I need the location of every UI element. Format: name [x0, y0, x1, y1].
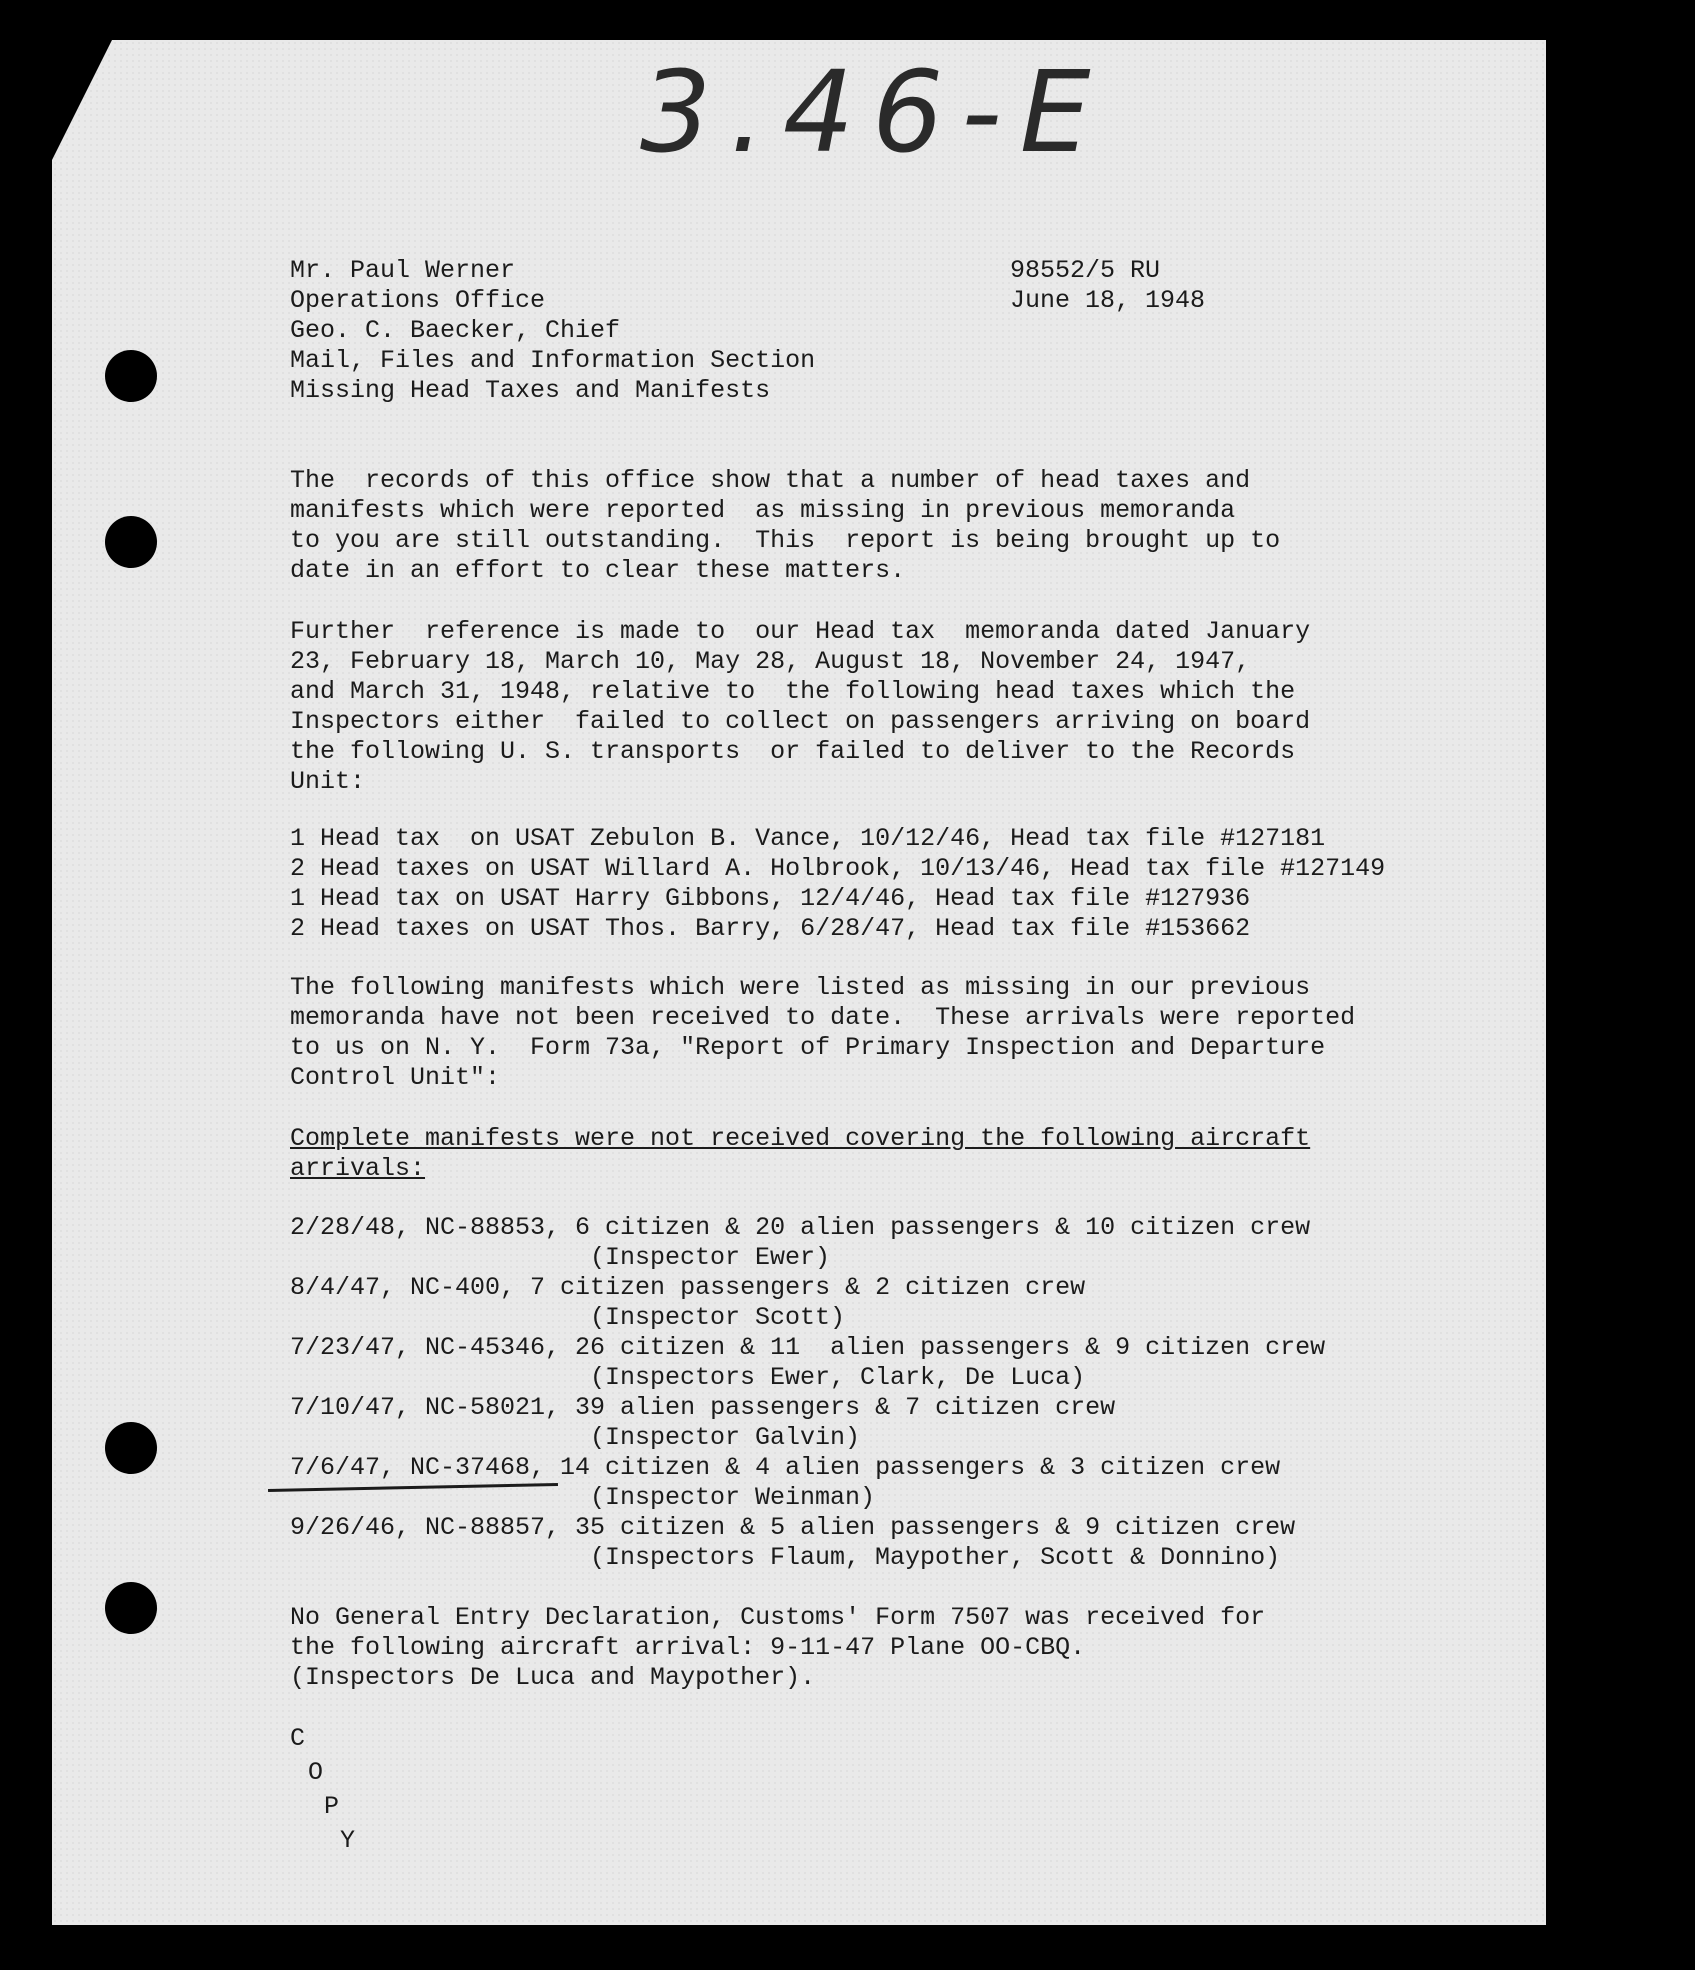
- memo-date: June 18, 1948: [1010, 286, 1206, 315]
- memo-from: Geo. C. Baecker, Chief: [290, 316, 621, 345]
- flight-inspectors: (Inspector Ewer): [590, 1243, 831, 1272]
- flight-line: 9/26/46, NC-88857, 35 citizen & 5 alien passengers & 9 citizen crew: [290, 1513, 1296, 1542]
- flight-inspectors: (Inspector Galvin): [590, 1423, 861, 1452]
- memo-header: [290, 256, 815, 406]
- punch-hole: [105, 1582, 157, 1634]
- file-reference: 98552/5 RU: [1010, 256, 1161, 285]
- punch-hole: [105, 1422, 157, 1474]
- reference-paragraph: Further reference is made to our Head tax memoranda dated January 23, February 18, March 10, May 28, August 18, November 24, 1947, and March 31, 1948, relative to the following head taxes which the Inspectors either failed to collect on passengers arriving on board the following U. S. transports or failed to deliver to the Records Unit:: [290, 617, 1311, 796]
- underlined-heading: Complete manifests were not received covering the following aircraft arrivals:: [290, 1124, 1311, 1183]
- torn-corner: [52, 40, 112, 160]
- flight-list: [290, 1213, 1325, 1573]
- entry-declaration-paragraph: No General Entry Declaration, Customs' Form 7507 was received for the following aircraft arrival: 9-11-47 Plane OO-CBQ. (Inspectors De Luca and Maypother).: [290, 1603, 1266, 1692]
- punch-hole: [105, 516, 157, 568]
- copy-letter: C: [290, 1724, 306, 1753]
- list-item: 1 Head tax on USAT Zebulon B. Vance, 10/12/46, Head tax file #127181: [290, 824, 1326, 853]
- flight-inspectors: (Inspectors Ewer, Clark, De Luca): [590, 1363, 1086, 1392]
- head-tax-list: [290, 824, 1385, 944]
- memo-office: Operations Office: [290, 286, 546, 315]
- memo-to: Mr. Paul Werner: [290, 256, 516, 285]
- list-item: 2 Head taxes on USAT Willard A. Holbrook, 10/13/46, Head tax file #127149: [290, 854, 1386, 883]
- punch-hole: [105, 350, 157, 402]
- flight-line: 8/4/47, NC-400, 7 citizen passengers & 2 citizen crew: [290, 1273, 1086, 1302]
- list-item: 2 Head taxes on USAT Thos. Barry, 6/28/47, Head tax file #153662: [290, 914, 1251, 943]
- copy-letter: P: [324, 1792, 340, 1821]
- flight-line: 7/23/47, NC-45346, 26 citizen & 11 alien passengers & 9 citizen crew: [290, 1333, 1326, 1362]
- memo-subject: Missing Head Taxes and Manifests: [290, 376, 771, 405]
- flight-line: 7/10/47, NC-58021, 39 alien passengers & 7 citizen crew: [290, 1393, 1116, 1422]
- copy-letter: O: [308, 1758, 324, 1787]
- flight-inspectors: (Inspector Scott): [590, 1303, 846, 1332]
- copy-stamp: [290, 1722, 355, 1858]
- list-item: 1 Head tax on USAT Harry Gibbons, 12/4/46, Head tax file #127936: [290, 884, 1251, 913]
- memo-section: Mail, Files and Information Section: [290, 346, 816, 375]
- flight-inspectors: (Inspectors Flaum, Maypother, Scott & Donnino): [590, 1543, 1281, 1572]
- intro-paragraph: The records of this office show that a number of head taxes and manifests which were reported as missing in previous memoranda to you are still outstanding. This report is being brought up to date in an effort to clear these matters.: [290, 466, 1281, 585]
- flight-inspectors: (Inspector Weinman): [590, 1483, 876, 1512]
- handwritten-file-number: 3.46-E: [640, 48, 1109, 178]
- copy-letter: Y: [340, 1826, 356, 1855]
- memo-reference-block: [1010, 256, 1205, 316]
- flight-line: 2/28/48, NC-88853, 6 citizen & 20 alien passengers & 10 citizen crew: [290, 1213, 1311, 1242]
- manifests-paragraph: The following manifests which were listed as missing in our previous memoranda have not been received to date. These arrivals were reported to us on N. Y. Form 73a, "Report of Primary Inspection and Departure Control Unit":: [290, 973, 1356, 1092]
- flight-line: 7/6/47, NC-37468, 14 citizen & 4 alien passengers & 3 citizen crew: [290, 1453, 1281, 1482]
